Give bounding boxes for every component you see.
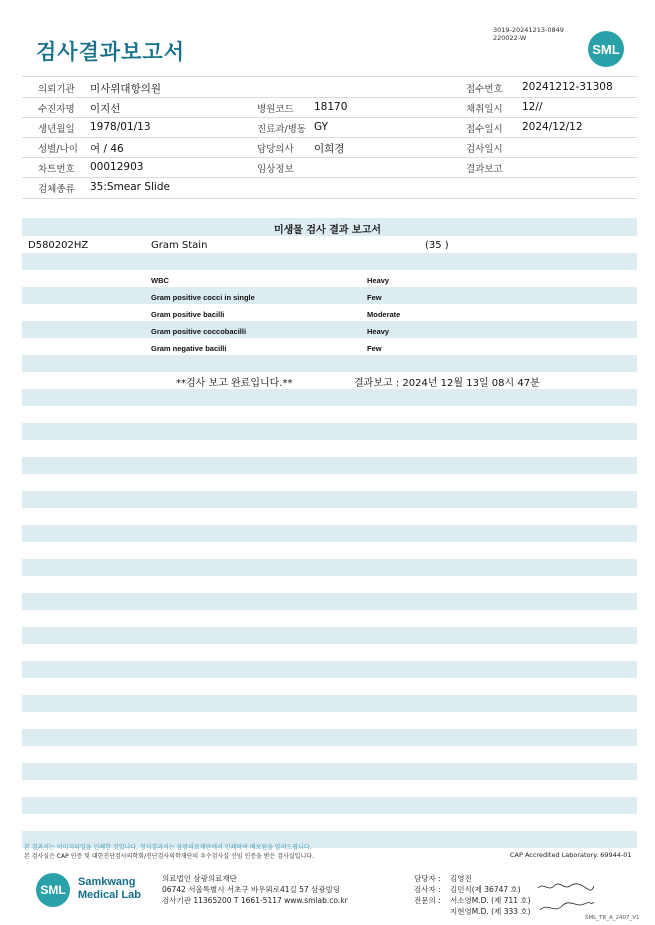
field-label: 채취일시: [466, 104, 503, 115]
row-band: [22, 695, 637, 712]
footer-logo: SML: [36, 873, 70, 907]
field-label: 의뢰기관: [38, 84, 75, 95]
field-label: 생년월일: [38, 124, 75, 135]
organism-name: Gram positive cocci in single: [151, 293, 255, 302]
organism-name: WBC: [151, 276, 169, 285]
row-band: [22, 525, 637, 542]
field-value: 미사위대항의원: [90, 83, 162, 95]
table-divider: [22, 76, 637, 77]
row-band: [22, 491, 637, 508]
report-time: 결과보고 : 2024년 12월 13일 08시 47분: [354, 378, 540, 389]
field-value: 이지선: [90, 103, 121, 115]
staff-name: 김영진: [450, 874, 472, 883]
field-value: 00012903: [90, 161, 144, 173]
sml-logo: SML: [588, 31, 624, 67]
field-value: 20241212-31308: [522, 81, 613, 93]
row-band: [22, 729, 637, 746]
form-version: SML_TR_A_2407_V1: [585, 915, 640, 921]
staff-name: 지현영M.D. (제 333 호): [450, 907, 531, 916]
field-label: 담당의사: [257, 144, 294, 155]
row-band: [22, 355, 637, 372]
field-value: 12//: [522, 101, 543, 113]
field-value: 이희경: [314, 143, 345, 155]
address-line: 의료법인 삼광의료재단: [162, 874, 237, 883]
signature-image: [536, 880, 596, 916]
field-label: 검사일시: [466, 144, 503, 155]
field-label: 임상정보: [257, 164, 294, 175]
organism-result: Few: [367, 293, 382, 302]
staff-name: 김민식(제 36747 호): [450, 885, 521, 894]
company-name-line: Samkwang: [78, 876, 136, 888]
company-name: [78, 876, 141, 902]
staff-role: 전문의 :: [414, 896, 441, 905]
specimen-code: (35 ): [425, 240, 449, 251]
organism-result: Moderate: [367, 310, 401, 319]
table-divider: [22, 177, 637, 178]
field-value: 18170: [314, 101, 348, 113]
test-name: Gram Stain: [151, 240, 208, 251]
row-band: [22, 253, 637, 270]
organism-name: Gram negative bacilli: [151, 344, 227, 353]
organism-result: Heavy: [367, 327, 390, 336]
organism-name: Gram positive coccobacilli: [151, 327, 247, 336]
staff-role: 검사자 :: [414, 885, 441, 894]
field-value: GY: [314, 121, 329, 133]
field-value: 2024/12/12: [522, 121, 583, 133]
staff-role: 담당자 :: [414, 874, 441, 883]
table-divider: [22, 97, 637, 98]
field-value: 35:Smear Slide: [90, 181, 170, 193]
row-band: [22, 321, 637, 338]
row-band: [22, 763, 637, 780]
row-band: [22, 287, 637, 304]
report-title: 검사결과보고서: [36, 40, 186, 64]
field-value: 1978/01/13: [90, 121, 151, 133]
field-value: 여 / 46: [90, 143, 124, 155]
table-divider: [22, 198, 637, 199]
document-code-line: 3019-20241213-0849: [493, 26, 564, 34]
field-label: 병원코드: [257, 104, 294, 115]
row-band: [22, 389, 637, 406]
cap-accreditation: CAP Accredited Laboratory. 69944-01: [510, 851, 632, 859]
field-label: 검체종류: [38, 184, 75, 195]
table-divider: [22, 137, 637, 138]
document-code: [493, 26, 564, 42]
test-code: D580202HZ: [28, 240, 89, 251]
company-name-line: Medical Lab: [78, 889, 141, 901]
field-label: 진료과/병동: [257, 124, 307, 135]
field-label: 차트번호: [38, 164, 75, 175]
row-band: [22, 661, 637, 678]
staff-name: 서소영M.D. (제 711 호): [450, 896, 531, 905]
completion-text: **검사 보고 완료입니다.**: [176, 378, 293, 389]
accreditation-notice: 본 검사실은 CAP 인증 및 대한진단검사의학회/진단검사의학재단의 우수검사실 신임 인증을 받은 검사실입니다.: [24, 853, 314, 860]
address-line: 검사기관 11365200 T 1661-5117 www.smlab.co.kr: [162, 896, 348, 905]
address-line: 06742 서울특별시 서초구 바우뫼로41길 57 삼광빌딩: [162, 885, 341, 894]
field-label: 접수일시: [466, 124, 503, 135]
table-divider: [22, 117, 637, 118]
row-band: [22, 457, 637, 474]
section-title: 미생물 검사 결과 보고서: [273, 225, 382, 236]
field-label: 수진자명: [38, 104, 75, 115]
row-band: [22, 593, 637, 610]
row-band: [22, 559, 637, 576]
field-label: 성별/나이: [38, 144, 78, 155]
table-divider: [22, 157, 637, 158]
field-label: 결과보고: [466, 164, 503, 175]
field-label: 접수번호: [466, 84, 503, 95]
row-band: [22, 423, 637, 440]
row-band: [22, 797, 637, 814]
row-band: [22, 627, 637, 644]
organism-name: Gram positive bacilli: [151, 310, 225, 319]
organism-result: Few: [367, 344, 382, 353]
print-notice: 본 결과지는 이미지파일을 인쇄한 것입니다. 정식결과지는 삼광의료재단에서 인쇄하여 배포됨을 알려드립니다.: [24, 844, 312, 851]
document-code-line: 220022-W: [493, 34, 527, 42]
organism-result: Heavy: [367, 276, 390, 285]
